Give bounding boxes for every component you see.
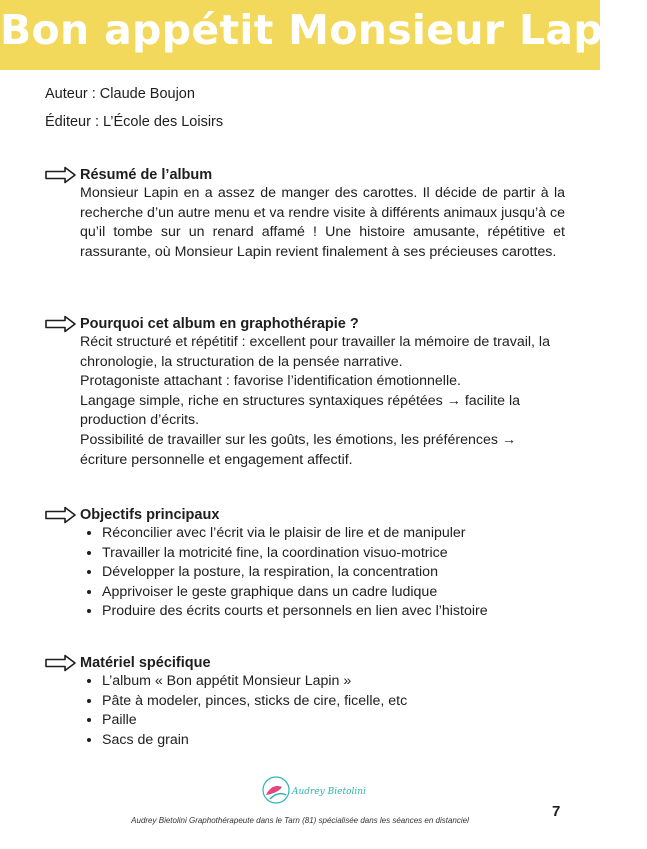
logo-text: Audrey Bietolini [292,787,366,797]
why-line: Possibilité de travailler sur les goûts, les émotions, les préférences → écriture personnelle et engagement affectif. [80,431,517,468]
why-line: Récit structuré et répétitif : excellent pour travailler la mémoire de travail, la chronologie, la structuration de la pensée narrative. [80,334,550,370]
why-line: Langage simple, riche en structures syntaxiques répétées → facilite la production d’écrits. [80,392,521,429]
publisher-line: Éditeur : L’École des Loisirs [45,114,224,130]
list-item: • L’album « Bon appétit Monsieur Lapin » [102,672,565,692]
list-item: • Produire des écrits courts et personnels en lien avec l’histoire [102,602,565,622]
list-item: • Apprivoiser le geste graphique dans un cadre ludique [102,583,565,603]
summary-heading [45,166,565,184]
page-title: Bon appétit Monsieur Lapin [0,6,647,54]
summary-title: Résumé de l’album [80,167,213,183]
objectives-list [45,524,565,622]
materials-section [45,654,565,750]
title-banner [0,0,647,70]
list-item: • Sacs de grain [102,731,565,751]
objectives-heading [45,506,565,524]
why-title: Pourquoi cet album en graphothérapie ? [80,316,359,332]
why-section [45,315,565,470]
why-line: Protagoniste attachant : favorise l’identification émotionnelle. [80,373,461,390]
objectives-section [45,506,565,622]
brand-logo [252,773,366,809]
list-item: • Réconcilier avec l’écrit via le plaisir de lire et de manipuler [102,524,565,544]
materials-title: Matériel spécifique [80,655,211,671]
objectives-title: Objectifs principaux [80,507,220,523]
page-number: 7 [552,803,561,820]
materials-heading [45,654,565,672]
list-item: • Paille [102,711,565,731]
materials-list [45,672,565,750]
arrow-right-icon [45,166,77,184]
list-item: • Travailler la motricité fine, la coordination visuo-motrice [102,544,565,564]
list-item: • Pâte à modeler, pinces, sticks de cire, ficelle, etc [102,692,565,712]
arrow-right-icon [45,506,77,524]
footer-text: Audrey Bietolini Graphothérapeute dans le Tarn (81) spécialisée dans les séances en distanciel [131,816,469,825]
arrow-right-icon [45,315,77,333]
summary-text: Monsieur Lapin en a assez de manger des carottes. Il décide de partir à la recherche d’un autre menu et va rendre visite à différents animaux jusqu’à ce qu’il tombe sur un renard affamé ! Une histoire amusante, répétitive et rassurante, où Monsieur Lapin revient finalement à ses précieuses carottes. [80,185,565,260]
list-item: • Développer la posture, la respiration, la concentration [102,563,565,583]
arrow-right-icon [45,654,77,672]
author-line: Auteur : Claude Boujon [45,86,195,102]
summary-section [45,166,565,262]
logo-swoosh [270,794,286,799]
why-heading [45,315,565,333]
